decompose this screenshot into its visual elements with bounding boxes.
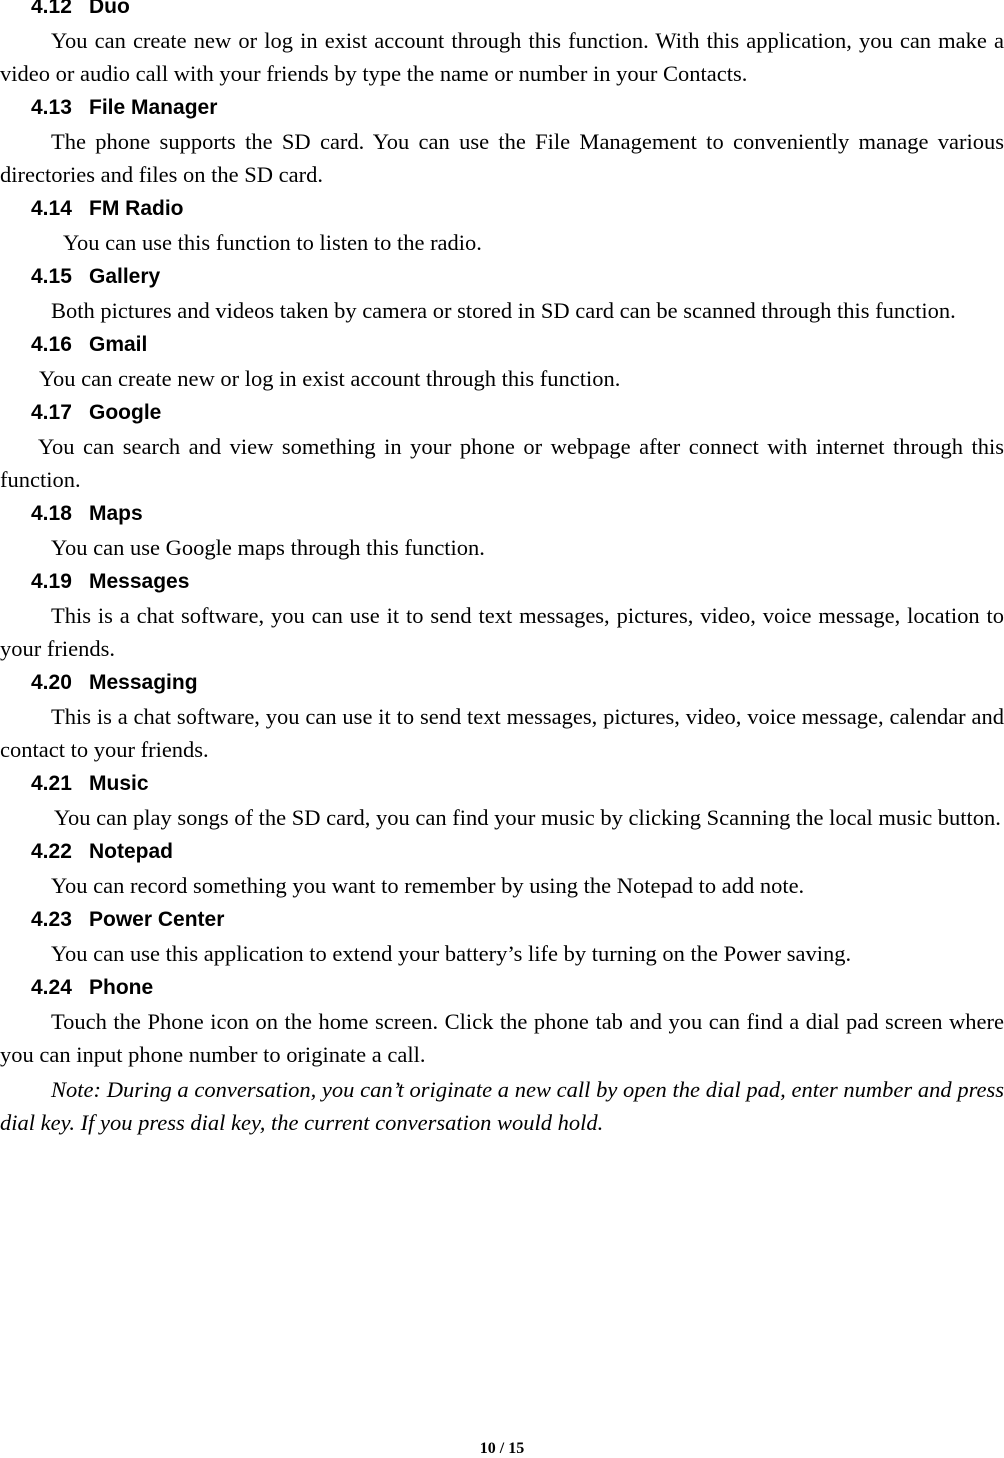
section-number: 4.22	[31, 840, 72, 863]
section-heading	[0, 771, 1004, 797]
section-heading	[0, 670, 1004, 696]
section-4-23-power-center	[0, 907, 1004, 972]
section-title: Messaging	[89, 671, 198, 694]
section-title: Google	[89, 401, 162, 424]
section-4-16-gmail	[0, 332, 1004, 397]
section-heading	[0, 839, 1004, 865]
section-title: FM Radio	[89, 197, 184, 220]
section-number: 4.16	[31, 333, 72, 356]
section-body: This is a chat software, you can use it to send text messages, pictures, video, voice message, location to your friends.	[0, 603, 1004, 661]
section-4-15-gallery	[0, 264, 1004, 329]
section-4-12-duo	[0, 0, 1004, 92]
section-heading	[0, 569, 1004, 595]
section-title: Notepad	[89, 840, 173, 863]
section-title: Power Center	[89, 908, 225, 931]
section-4-18-maps	[0, 501, 1004, 566]
section-heading	[0, 400, 1004, 426]
section-heading	[0, 907, 1004, 933]
section-number: 4.12	[31, 0, 72, 18]
section-heading	[0, 0, 1004, 20]
section-number: 4.14	[31, 197, 72, 220]
section-4-22-notepad	[0, 839, 1004, 904]
section-note: Note: During a conversation, you can’t originate a new call by open the dial pad, enter number and press dial key. If you press dial key, the current conversation would hold.	[0, 1077, 1004, 1135]
section-4-17-google	[0, 400, 1004, 498]
section-number: 4.19	[31, 570, 72, 593]
section-body: You can use this function to listen to the radio.	[63, 230, 482, 255]
section-title: Phone	[89, 976, 154, 999]
section-body: You can record something you want to remember by using the Notepad to add note.	[51, 873, 805, 898]
section-title: Gmail	[89, 333, 148, 356]
section-4-19-messages	[0, 569, 1004, 667]
section-title: Maps	[89, 502, 143, 525]
section-body: You can search and view something in your phone or webpage after connect with internet through this function.	[0, 434, 1004, 492]
section-heading	[0, 332, 1004, 358]
section-4-13-file-manager	[0, 95, 1004, 193]
section-4-20-messaging	[0, 670, 1004, 768]
section-number: 4.21	[31, 772, 72, 795]
section-title: Music	[89, 772, 149, 795]
section-number: 4.17	[31, 401, 72, 424]
section-heading	[0, 975, 1004, 1001]
section-heading	[0, 501, 1004, 527]
section-heading	[0, 196, 1004, 222]
section-body: You can play songs of the SD card, you can find your music by clicking Scanning the local music button.	[54, 805, 1001, 830]
section-4-21-music	[0, 771, 1004, 836]
section-number: 4.20	[31, 671, 72, 694]
section-number: 4.18	[31, 502, 72, 525]
section-body: You can use this application to extend your battery’s life by turning on the Power saving.	[51, 941, 852, 966]
section-4-24-phone	[0, 975, 1004, 1141]
section-title: Gallery	[89, 265, 161, 288]
section-body: Both pictures and videos taken by camera or stored in SD card can be scanned through this function.	[51, 298, 956, 323]
section-number: 4.23	[31, 908, 72, 931]
section-4-14-fm-radio	[0, 196, 1004, 261]
section-heading	[0, 264, 1004, 290]
section-body: This is a chat software, you can use it to send text messages, pictures, video, voice message, calendar and contact to your friends.	[0, 704, 1004, 762]
section-title: Messages	[89, 570, 190, 593]
page-number: 10 / 15	[479, 1440, 525, 1457]
section-number: 4.13	[31, 96, 72, 119]
section-body: You can create new or log in exist account through this function. With this application, you can make a video or audio call with your friends by type the name or number in your Contacts.	[0, 28, 1004, 86]
section-number: 4.15	[31, 265, 72, 288]
section-number: 4.24	[31, 976, 72, 999]
section-body: Touch the Phone icon on the home screen. Click the phone tab and you can find a dial pad screen where you can input phone number to originate a call.	[0, 1009, 1004, 1067]
section-heading	[0, 95, 1004, 121]
section-body: The phone supports the SD card. You can use the File Management to conveniently manage various directories and files on the SD card.	[0, 129, 1004, 187]
section-title: File Manager	[89, 96, 218, 119]
section-body: You can use Google maps through this function.	[51, 535, 485, 560]
section-body: You can create new or log in exist account through this function.	[39, 366, 621, 391]
section-title: Duo	[89, 0, 130, 18]
